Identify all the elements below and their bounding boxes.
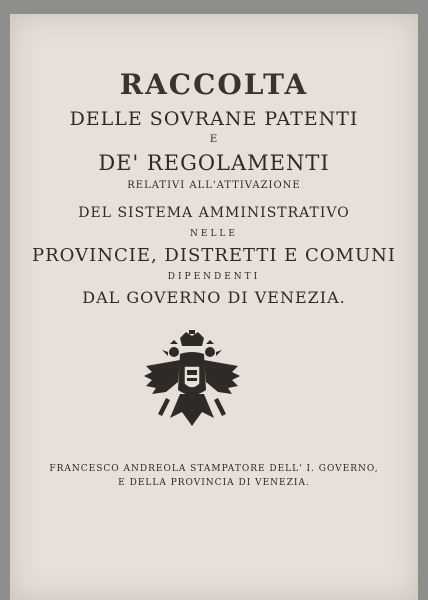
title-line-dipendenti: DIPENDENTI (167, 272, 261, 282)
title-page (10, 14, 418, 600)
title-line-nelle: NELLE (190, 229, 238, 239)
title-line-sistema: DEL SISTEMA AMMINISTRATIVO (78, 205, 350, 221)
imprint-line-province: E DELLA PROVINCIA DI VENEZIA. (118, 478, 310, 488)
title-line-attivazione: RELATIVI ALL'ATTIVAZIONE (127, 180, 301, 191)
title-line-e: E (209, 134, 219, 145)
title-line-regolamenti: DE' REGOLAMENTI (98, 151, 330, 175)
title-line-provincie: PROVINCIE, DISTRETTI E COMUNI (31, 245, 397, 266)
title-raccolta: RACCOLTA (119, 68, 309, 101)
double-headed-eagle-icon (140, 330, 244, 434)
title-line-governo: DAL GOVERNO DI VENEZIA. (82, 288, 346, 307)
title-line-patenti: DELLE SOVRANE PATENTI (69, 108, 359, 130)
imprint-line-printer: FRANCESCO ANDREOLA STAMPATORE DELL' I. GOVERNO, (49, 464, 379, 474)
